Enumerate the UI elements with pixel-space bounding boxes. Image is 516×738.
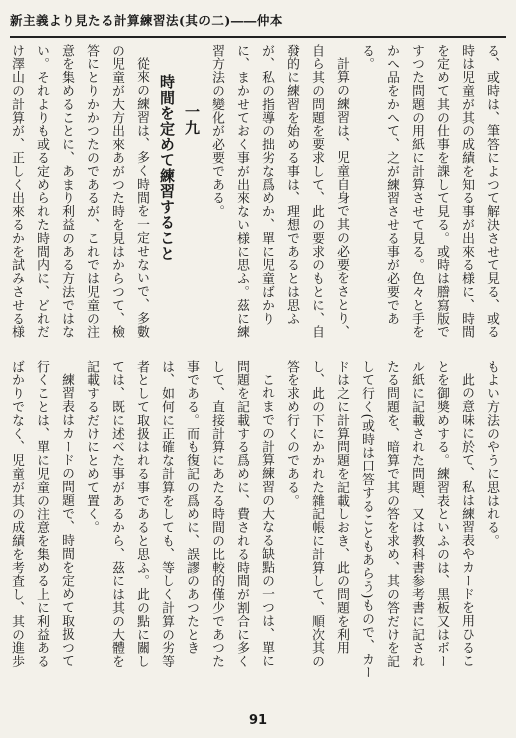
paragraph: 練習表はカードの問題で、時間を定めて取扱つて行くことは、單に児童の注意を集める上に利益あるばかりでなく、児童が其の成績を考査し、其の進歩 xyxy=(9,360,74,669)
paragraph: 此の意味に於て、私は練習表やカードを用ひることを御奬めする。練習表といふのは、黒板又はボール紙に記載された問題、又は教科書参考書に記されたる問題を、暗算で其の答を求め、其の答だけを記して行く(或時は口答することもあらう)もので、カードは之に計算問題を記載しおき、此の問題を利用し、此の下にかかれた雜記帳に計算して、順次其の答を求め行くのである。 xyxy=(284,360,474,680)
section-number: 一九 xyxy=(183,104,201,136)
page-number: 91 xyxy=(248,713,268,728)
paragraph: る、或時は、筆答によつて解決させて見る、或る時は児童が其の成績を知る事が出來る様に、時間を定めて其の仕事を課して見る。或時は謄寫版ですつた問題の用紙に計算させて見る。色々と手をかへ品をかへて、之が練習させる事が必要である。 xyxy=(359,44,499,339)
paragraph: 計算の練習は、児童自身で其の必要をさとり、自ら其の問題を要求して、此の要求のもとに、自發的に練習を始める事は、理想であるとは思ふが、私の指導の拙劣な爲めか、單に児童ばかりに、まかせておく事が出來ない様に思ふ。茲に練習方法の變化が必要である。 xyxy=(209,44,349,339)
paragraph: もよい方法のやうに思はれる。 xyxy=(484,360,499,548)
section-heading: 時間を定めて練習すること xyxy=(158,74,176,262)
running-head: 新主義より見たる計算練習法(其の二)――仲本 xyxy=(10,8,506,38)
paragraph: 從來の練習は、多く時間を一定せないで、多數の児童が大方出來あがつた時を見はからつて、檢答にとりかかつたのであるが、これでは児童の注意を集めることに、あまり利益のある方法ではない。それよりも或る定められた時間内に、どれだけ澤山の計算が、正しく出來るかを試みさせる様 xyxy=(9,44,149,339)
paragraph: これまでの計算練習の大なる缺點の一つは、單に問題を記載する爲めに、費される時間が割合に多くして、直接計算にあたる時間の比較的僅少であつた事である。而も復記の爲めに、誤謬のあつたときは、如何に正確な計算をしても、等しく計算の劣等者として取扱はれる事であると思ふ。此の點に關しては、既に述べた事があるから、茲には其の大體を記載するだけにとめて置く。 xyxy=(84,360,274,669)
lower-text-block xyxy=(9,360,504,680)
upper-text-block xyxy=(9,44,504,344)
